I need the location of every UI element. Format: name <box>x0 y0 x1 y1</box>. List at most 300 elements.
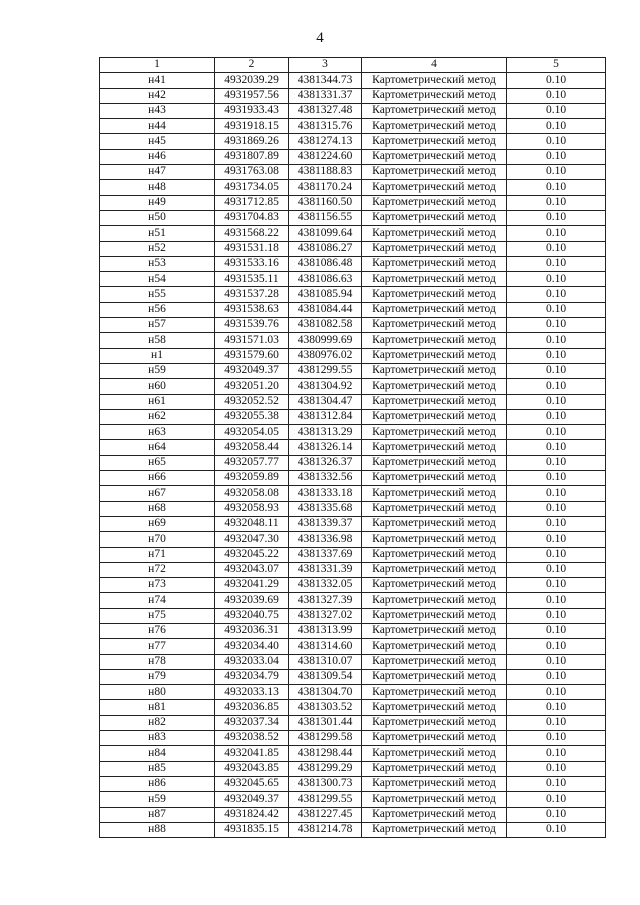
x-coordinate-cell: 4931538.63 <box>215 302 289 317</box>
point-name-cell: н43 <box>100 103 215 118</box>
method-cell: Картометрический метод <box>362 241 507 256</box>
x-coordinate-cell: 4932043.07 <box>215 562 289 577</box>
method-cell: Картометрический метод <box>362 700 507 715</box>
x-coordinate-cell: 4932036.85 <box>215 700 289 715</box>
method-cell: Картометрический метод <box>362 440 507 455</box>
x-coordinate-cell: 4932040.75 <box>215 608 289 623</box>
point-name-cell: н58 <box>100 333 215 348</box>
point-name-cell: н80 <box>100 685 215 700</box>
table-row <box>100 119 606 134</box>
y-coordinate-cell: 4381312.84 <box>289 409 362 424</box>
method-cell: Картометрический метод <box>362 746 507 761</box>
x-coordinate-cell: 4932037.34 <box>215 715 289 730</box>
error-cell: 0.10 <box>507 471 606 486</box>
x-coordinate-cell: 4932058.44 <box>215 440 289 455</box>
y-coordinate-cell: 4381313.29 <box>289 425 362 440</box>
table-row <box>100 318 606 333</box>
method-cell: Картометрический метод <box>362 593 507 608</box>
error-cell: 0.10 <box>507 149 606 164</box>
x-coordinate-cell: 4932052.52 <box>215 394 289 409</box>
x-coordinate-cell: 4931763.08 <box>215 165 289 180</box>
table-body <box>100 73 606 838</box>
point-name-cell: н54 <box>100 272 215 287</box>
x-coordinate-cell: 4931531.18 <box>215 241 289 256</box>
coordinates-table <box>99 57 606 838</box>
error-cell: 0.10 <box>507 761 606 776</box>
method-cell: Картометрический метод <box>362 608 507 623</box>
table-row <box>100 195 606 210</box>
page-number: 4 <box>316 30 324 46</box>
point-name-cell: н79 <box>100 669 215 684</box>
table-row <box>100 88 606 103</box>
y-coordinate-cell: 4381327.48 <box>289 103 362 118</box>
table-row <box>100 792 606 807</box>
point-name-cell: н44 <box>100 119 215 134</box>
table-row <box>100 608 606 623</box>
x-coordinate-cell: 4931539.76 <box>215 318 289 333</box>
x-coordinate-cell: 4931835.15 <box>215 822 289 837</box>
point-name-cell: н70 <box>100 532 215 547</box>
method-cell: Картометрический метод <box>362 715 507 730</box>
y-coordinate-cell: 4381303.52 <box>289 700 362 715</box>
y-coordinate-cell: 4381314.60 <box>289 639 362 654</box>
method-cell: Картометрический метод <box>362 532 507 547</box>
table-row <box>100 256 606 271</box>
error-cell: 0.10 <box>507 562 606 577</box>
point-name-cell: н85 <box>100 761 215 776</box>
error-cell: 0.10 <box>507 103 606 118</box>
table-row <box>100 210 606 225</box>
method-cell: Картометрический метод <box>362 455 507 470</box>
error-cell: 0.10 <box>507 700 606 715</box>
error-cell: 0.10 <box>507 256 606 271</box>
y-coordinate-cell: 4381326.37 <box>289 455 362 470</box>
point-name-cell: н42 <box>100 88 215 103</box>
y-coordinate-cell: 4381301.44 <box>289 715 362 730</box>
point-name-cell: н74 <box>100 593 215 608</box>
table-row <box>100 593 606 608</box>
point-name-cell: н65 <box>100 455 215 470</box>
point-name-cell: н47 <box>100 165 215 180</box>
column-header: 4 <box>362 58 507 73</box>
method-cell: Картометрический метод <box>362 348 507 363</box>
table-row <box>100 409 606 424</box>
point-name-cell: н46 <box>100 149 215 164</box>
table-row <box>100 746 606 761</box>
method-cell: Картометрический метод <box>362 226 507 241</box>
method-cell: Картометрический метод <box>362 685 507 700</box>
table-row <box>100 654 606 669</box>
x-coordinate-cell: 4931535.11 <box>215 272 289 287</box>
y-coordinate-cell: 4381298.44 <box>289 746 362 761</box>
error-cell: 0.10 <box>507 623 606 638</box>
y-coordinate-cell: 4381339.37 <box>289 516 362 531</box>
y-coordinate-cell: 4381309.54 <box>289 669 362 684</box>
method-cell: Картометрический метод <box>362 807 507 822</box>
error-cell: 0.10 <box>507 792 606 807</box>
table-row <box>100 149 606 164</box>
error-cell: 0.10 <box>507 134 606 149</box>
y-coordinate-cell: 4381170.24 <box>289 180 362 195</box>
point-name-cell: н84 <box>100 746 215 761</box>
error-cell: 0.10 <box>507 685 606 700</box>
table-row <box>100 440 606 455</box>
x-coordinate-cell: 4931704.83 <box>215 210 289 225</box>
x-coordinate-cell: 4931933.43 <box>215 103 289 118</box>
table-row <box>100 180 606 195</box>
table-row <box>100 425 606 440</box>
point-name-cell: н64 <box>100 440 215 455</box>
point-name-cell: н68 <box>100 501 215 516</box>
point-name-cell: н52 <box>100 241 215 256</box>
method-cell: Картометрический метод <box>362 379 507 394</box>
point-name-cell: н67 <box>100 486 215 501</box>
error-cell: 0.10 <box>507 333 606 348</box>
error-cell: 0.10 <box>507 639 606 654</box>
point-name-cell: н86 <box>100 776 215 791</box>
error-cell: 0.10 <box>507 731 606 746</box>
y-coordinate-cell: 4381299.55 <box>289 363 362 378</box>
y-coordinate-cell: 4381085.94 <box>289 287 362 302</box>
point-name-cell: н71 <box>100 547 215 562</box>
point-name-cell: н83 <box>100 731 215 746</box>
error-cell: 0.10 <box>507 348 606 363</box>
y-coordinate-cell: 4380976.02 <box>289 348 362 363</box>
error-cell: 0.10 <box>507 608 606 623</box>
table-row <box>100 379 606 394</box>
column-header: 2 <box>215 58 289 73</box>
error-cell: 0.10 <box>507 532 606 547</box>
x-coordinate-cell: 4932033.04 <box>215 654 289 669</box>
x-coordinate-cell: 4932033.13 <box>215 685 289 700</box>
x-coordinate-cell: 4932043.85 <box>215 761 289 776</box>
x-coordinate-cell: 4932038.52 <box>215 731 289 746</box>
error-cell: 0.10 <box>507 363 606 378</box>
table-row <box>100 486 606 501</box>
table-row <box>100 226 606 241</box>
table-row <box>100 363 606 378</box>
point-name-cell: н73 <box>100 578 215 593</box>
x-coordinate-cell: 4932041.85 <box>215 746 289 761</box>
method-cell: Картометрический метод <box>362 302 507 317</box>
method-cell: Картометрический метод <box>362 562 507 577</box>
point-name-cell: н81 <box>100 700 215 715</box>
x-coordinate-cell: 4931712.85 <box>215 195 289 210</box>
y-coordinate-cell: 4381331.37 <box>289 88 362 103</box>
method-cell: Картометрический метод <box>362 516 507 531</box>
x-coordinate-cell: 4931734.05 <box>215 180 289 195</box>
error-cell: 0.10 <box>507 318 606 333</box>
method-cell: Картометрический метод <box>362 272 507 287</box>
method-cell: Картометрический метод <box>362 669 507 684</box>
table-row <box>100 348 606 363</box>
table-row <box>100 669 606 684</box>
x-coordinate-cell: 4932045.22 <box>215 547 289 562</box>
error-cell: 0.10 <box>507 654 606 669</box>
method-cell: Картометрический метод <box>362 501 507 516</box>
table-row <box>100 455 606 470</box>
y-coordinate-cell: 4381086.63 <box>289 272 362 287</box>
point-name-cell: н87 <box>100 807 215 822</box>
y-coordinate-cell: 4381333.18 <box>289 486 362 501</box>
error-cell: 0.10 <box>507 516 606 531</box>
point-name-cell: н76 <box>100 623 215 638</box>
x-coordinate-cell: 4932047.30 <box>215 532 289 547</box>
method-cell: Картометрический метод <box>362 119 507 134</box>
y-coordinate-cell: 4381299.29 <box>289 761 362 776</box>
point-name-cell: н69 <box>100 516 215 531</box>
y-coordinate-cell: 4381274.13 <box>289 134 362 149</box>
x-coordinate-cell: 4931571.03 <box>215 333 289 348</box>
method-cell: Картометрический метод <box>362 103 507 118</box>
table-row <box>100 73 606 88</box>
x-coordinate-cell: 4931568.22 <box>215 226 289 241</box>
table-row <box>100 272 606 287</box>
error-cell: 0.10 <box>507 119 606 134</box>
point-name-cell: н45 <box>100 134 215 149</box>
point-name-cell: н66 <box>100 471 215 486</box>
point-name-cell: н63 <box>100 425 215 440</box>
error-cell: 0.10 <box>507 501 606 516</box>
x-coordinate-cell: 4932049.37 <box>215 363 289 378</box>
x-coordinate-cell: 4932034.79 <box>215 669 289 684</box>
table-row <box>100 623 606 638</box>
y-coordinate-cell: 4381344.73 <box>289 73 362 88</box>
y-coordinate-cell: 4381310.07 <box>289 654 362 669</box>
table-row <box>100 685 606 700</box>
method-cell: Картометрический метод <box>362 578 507 593</box>
point-name-cell: н59 <box>100 792 215 807</box>
error-cell: 0.10 <box>507 440 606 455</box>
table-row <box>100 241 606 256</box>
column-header: 1 <box>100 58 215 73</box>
error-cell: 0.10 <box>507 547 606 562</box>
column-header: 3 <box>289 58 362 73</box>
point-name-cell: н49 <box>100 195 215 210</box>
x-coordinate-cell: 4931918.15 <box>215 119 289 134</box>
x-coordinate-cell: 4932054.05 <box>215 425 289 440</box>
error-cell: 0.10 <box>507 486 606 501</box>
y-coordinate-cell: 4381099.64 <box>289 226 362 241</box>
error-cell: 0.10 <box>507 272 606 287</box>
method-cell: Картометрический метод <box>362 134 507 149</box>
x-coordinate-cell: 4931537.28 <box>215 287 289 302</box>
method-cell: Картометрический метод <box>362 409 507 424</box>
x-coordinate-cell: 4932039.29 <box>215 73 289 88</box>
y-coordinate-cell: 4381299.55 <box>289 792 362 807</box>
error-cell: 0.10 <box>507 210 606 225</box>
y-coordinate-cell: 4381313.99 <box>289 623 362 638</box>
table-row <box>100 715 606 730</box>
method-cell: Картометрический метод <box>362 149 507 164</box>
method-cell: Картометрический метод <box>362 287 507 302</box>
method-cell: Картометрический метод <box>362 639 507 654</box>
error-cell: 0.10 <box>507 73 606 88</box>
table-row <box>100 578 606 593</box>
column-header: 5 <box>507 58 606 73</box>
point-name-cell: н60 <box>100 379 215 394</box>
x-coordinate-cell: 4932049.37 <box>215 792 289 807</box>
error-cell: 0.10 <box>507 394 606 409</box>
table-row <box>100 700 606 715</box>
y-coordinate-cell: 4381188.83 <box>289 165 362 180</box>
y-coordinate-cell: 4381086.48 <box>289 256 362 271</box>
table-row <box>100 822 606 837</box>
y-coordinate-cell: 4381227.45 <box>289 807 362 822</box>
point-name-cell: н51 <box>100 226 215 241</box>
method-cell: Картометрический метод <box>362 333 507 348</box>
x-coordinate-cell: 4932045.65 <box>215 776 289 791</box>
x-coordinate-cell: 4932036.31 <box>215 623 289 638</box>
x-coordinate-cell: 4932055.38 <box>215 409 289 424</box>
table-row <box>100 731 606 746</box>
x-coordinate-cell: 4932058.08 <box>215 486 289 501</box>
method-cell: Картометрический метод <box>362 165 507 180</box>
method-cell: Картометрический метод <box>362 822 507 837</box>
point-name-cell: н82 <box>100 715 215 730</box>
point-name-cell: н1 <box>100 348 215 363</box>
table-row <box>100 134 606 149</box>
table-row <box>100 165 606 180</box>
y-coordinate-cell: 4381315.76 <box>289 119 362 134</box>
point-name-cell: н62 <box>100 409 215 424</box>
error-cell: 0.10 <box>507 746 606 761</box>
x-coordinate-cell: 4931869.26 <box>215 134 289 149</box>
point-name-cell: н41 <box>100 73 215 88</box>
method-cell: Картометрический метод <box>362 210 507 225</box>
method-cell: Картометрический метод <box>362 73 507 88</box>
y-coordinate-cell: 4381299.58 <box>289 731 362 746</box>
table-row <box>100 562 606 577</box>
y-coordinate-cell: 4381300.73 <box>289 776 362 791</box>
error-cell: 0.10 <box>507 88 606 103</box>
table-row <box>100 516 606 531</box>
error-cell: 0.10 <box>507 302 606 317</box>
error-cell: 0.10 <box>507 593 606 608</box>
y-coordinate-cell: 4381082.58 <box>289 318 362 333</box>
table-row <box>100 501 606 516</box>
x-coordinate-cell: 4932058.93 <box>215 501 289 516</box>
method-cell: Картометрический метод <box>362 180 507 195</box>
y-coordinate-cell: 4381327.02 <box>289 608 362 623</box>
x-coordinate-cell: 4932034.40 <box>215 639 289 654</box>
error-cell: 0.10 <box>507 455 606 470</box>
point-name-cell: н50 <box>100 210 215 225</box>
table-row <box>100 394 606 409</box>
point-name-cell: н53 <box>100 256 215 271</box>
y-coordinate-cell: 4381326.14 <box>289 440 362 455</box>
method-cell: Картометрический метод <box>362 471 507 486</box>
point-name-cell: н59 <box>100 363 215 378</box>
y-coordinate-cell: 4381224.60 <box>289 149 362 164</box>
x-coordinate-cell: 4932048.11 <box>215 516 289 531</box>
y-coordinate-cell: 4381335.68 <box>289 501 362 516</box>
point-name-cell: н78 <box>100 654 215 669</box>
table-row <box>100 333 606 348</box>
y-coordinate-cell: 4381086.27 <box>289 241 362 256</box>
y-coordinate-cell: 4381304.47 <box>289 394 362 409</box>
point-name-cell: н57 <box>100 318 215 333</box>
y-coordinate-cell: 4381332.56 <box>289 471 362 486</box>
error-cell: 0.10 <box>507 822 606 837</box>
x-coordinate-cell: 4931579.60 <box>215 348 289 363</box>
point-name-cell: н55 <box>100 287 215 302</box>
x-coordinate-cell: 4932051.20 <box>215 379 289 394</box>
error-cell: 0.10 <box>507 669 606 684</box>
method-cell: Картометрический метод <box>362 88 507 103</box>
y-coordinate-cell: 4381304.92 <box>289 379 362 394</box>
error-cell: 0.10 <box>507 578 606 593</box>
y-coordinate-cell: 4381327.39 <box>289 593 362 608</box>
table-row <box>100 547 606 562</box>
method-cell: Картометрический метод <box>362 761 507 776</box>
x-coordinate-cell: 4932057.77 <box>215 455 289 470</box>
table-header-row <box>100 58 606 73</box>
error-cell: 0.10 <box>507 409 606 424</box>
table-row <box>100 532 606 547</box>
point-name-cell: н61 <box>100 394 215 409</box>
table-row <box>100 776 606 791</box>
x-coordinate-cell: 4931807.89 <box>215 149 289 164</box>
error-cell: 0.10 <box>507 807 606 822</box>
method-cell: Картометрический метод <box>362 394 507 409</box>
table-row <box>100 103 606 118</box>
method-cell: Картометрический метод <box>362 318 507 333</box>
point-name-cell: н56 <box>100 302 215 317</box>
point-name-cell: н75 <box>100 608 215 623</box>
x-coordinate-cell: 4931824.42 <box>215 807 289 822</box>
point-name-cell: н88 <box>100 822 215 837</box>
table-row <box>100 471 606 486</box>
error-cell: 0.10 <box>507 226 606 241</box>
x-coordinate-cell: 4931533.16 <box>215 256 289 271</box>
y-coordinate-cell: 4381332.05 <box>289 578 362 593</box>
method-cell: Картометрический метод <box>362 654 507 669</box>
error-cell: 0.10 <box>507 287 606 302</box>
method-cell: Картометрический метод <box>362 547 507 562</box>
method-cell: Картометрический метод <box>362 363 507 378</box>
error-cell: 0.10 <box>507 379 606 394</box>
method-cell: Картометрический метод <box>362 486 507 501</box>
x-coordinate-cell: 4932041.29 <box>215 578 289 593</box>
method-cell: Картометрический метод <box>362 776 507 791</box>
method-cell: Картометрический метод <box>362 425 507 440</box>
method-cell: Картометрический метод <box>362 623 507 638</box>
x-coordinate-cell: 4931957.56 <box>215 88 289 103</box>
x-coordinate-cell: 4932059.89 <box>215 471 289 486</box>
y-coordinate-cell: 4381084.44 <box>289 302 362 317</box>
y-coordinate-cell: 4381337.69 <box>289 547 362 562</box>
y-coordinate-cell: 4381336.98 <box>289 532 362 547</box>
error-cell: 0.10 <box>507 776 606 791</box>
method-cell: Картометрический метод <box>362 792 507 807</box>
method-cell: Картометрический метод <box>362 195 507 210</box>
error-cell: 0.10 <box>507 195 606 210</box>
method-cell: Картометрический метод <box>362 256 507 271</box>
point-name-cell: н77 <box>100 639 215 654</box>
error-cell: 0.10 <box>507 180 606 195</box>
error-cell: 0.10 <box>507 241 606 256</box>
error-cell: 0.10 <box>507 715 606 730</box>
y-coordinate-cell: 4381304.70 <box>289 685 362 700</box>
error-cell: 0.10 <box>507 425 606 440</box>
y-coordinate-cell: 4381331.39 <box>289 562 362 577</box>
y-coordinate-cell: 4381160.50 <box>289 195 362 210</box>
y-coordinate-cell: 4381214.78 <box>289 822 362 837</box>
table-row <box>100 302 606 317</box>
point-name-cell: н48 <box>100 180 215 195</box>
y-coordinate-cell: 4380999.69 <box>289 333 362 348</box>
